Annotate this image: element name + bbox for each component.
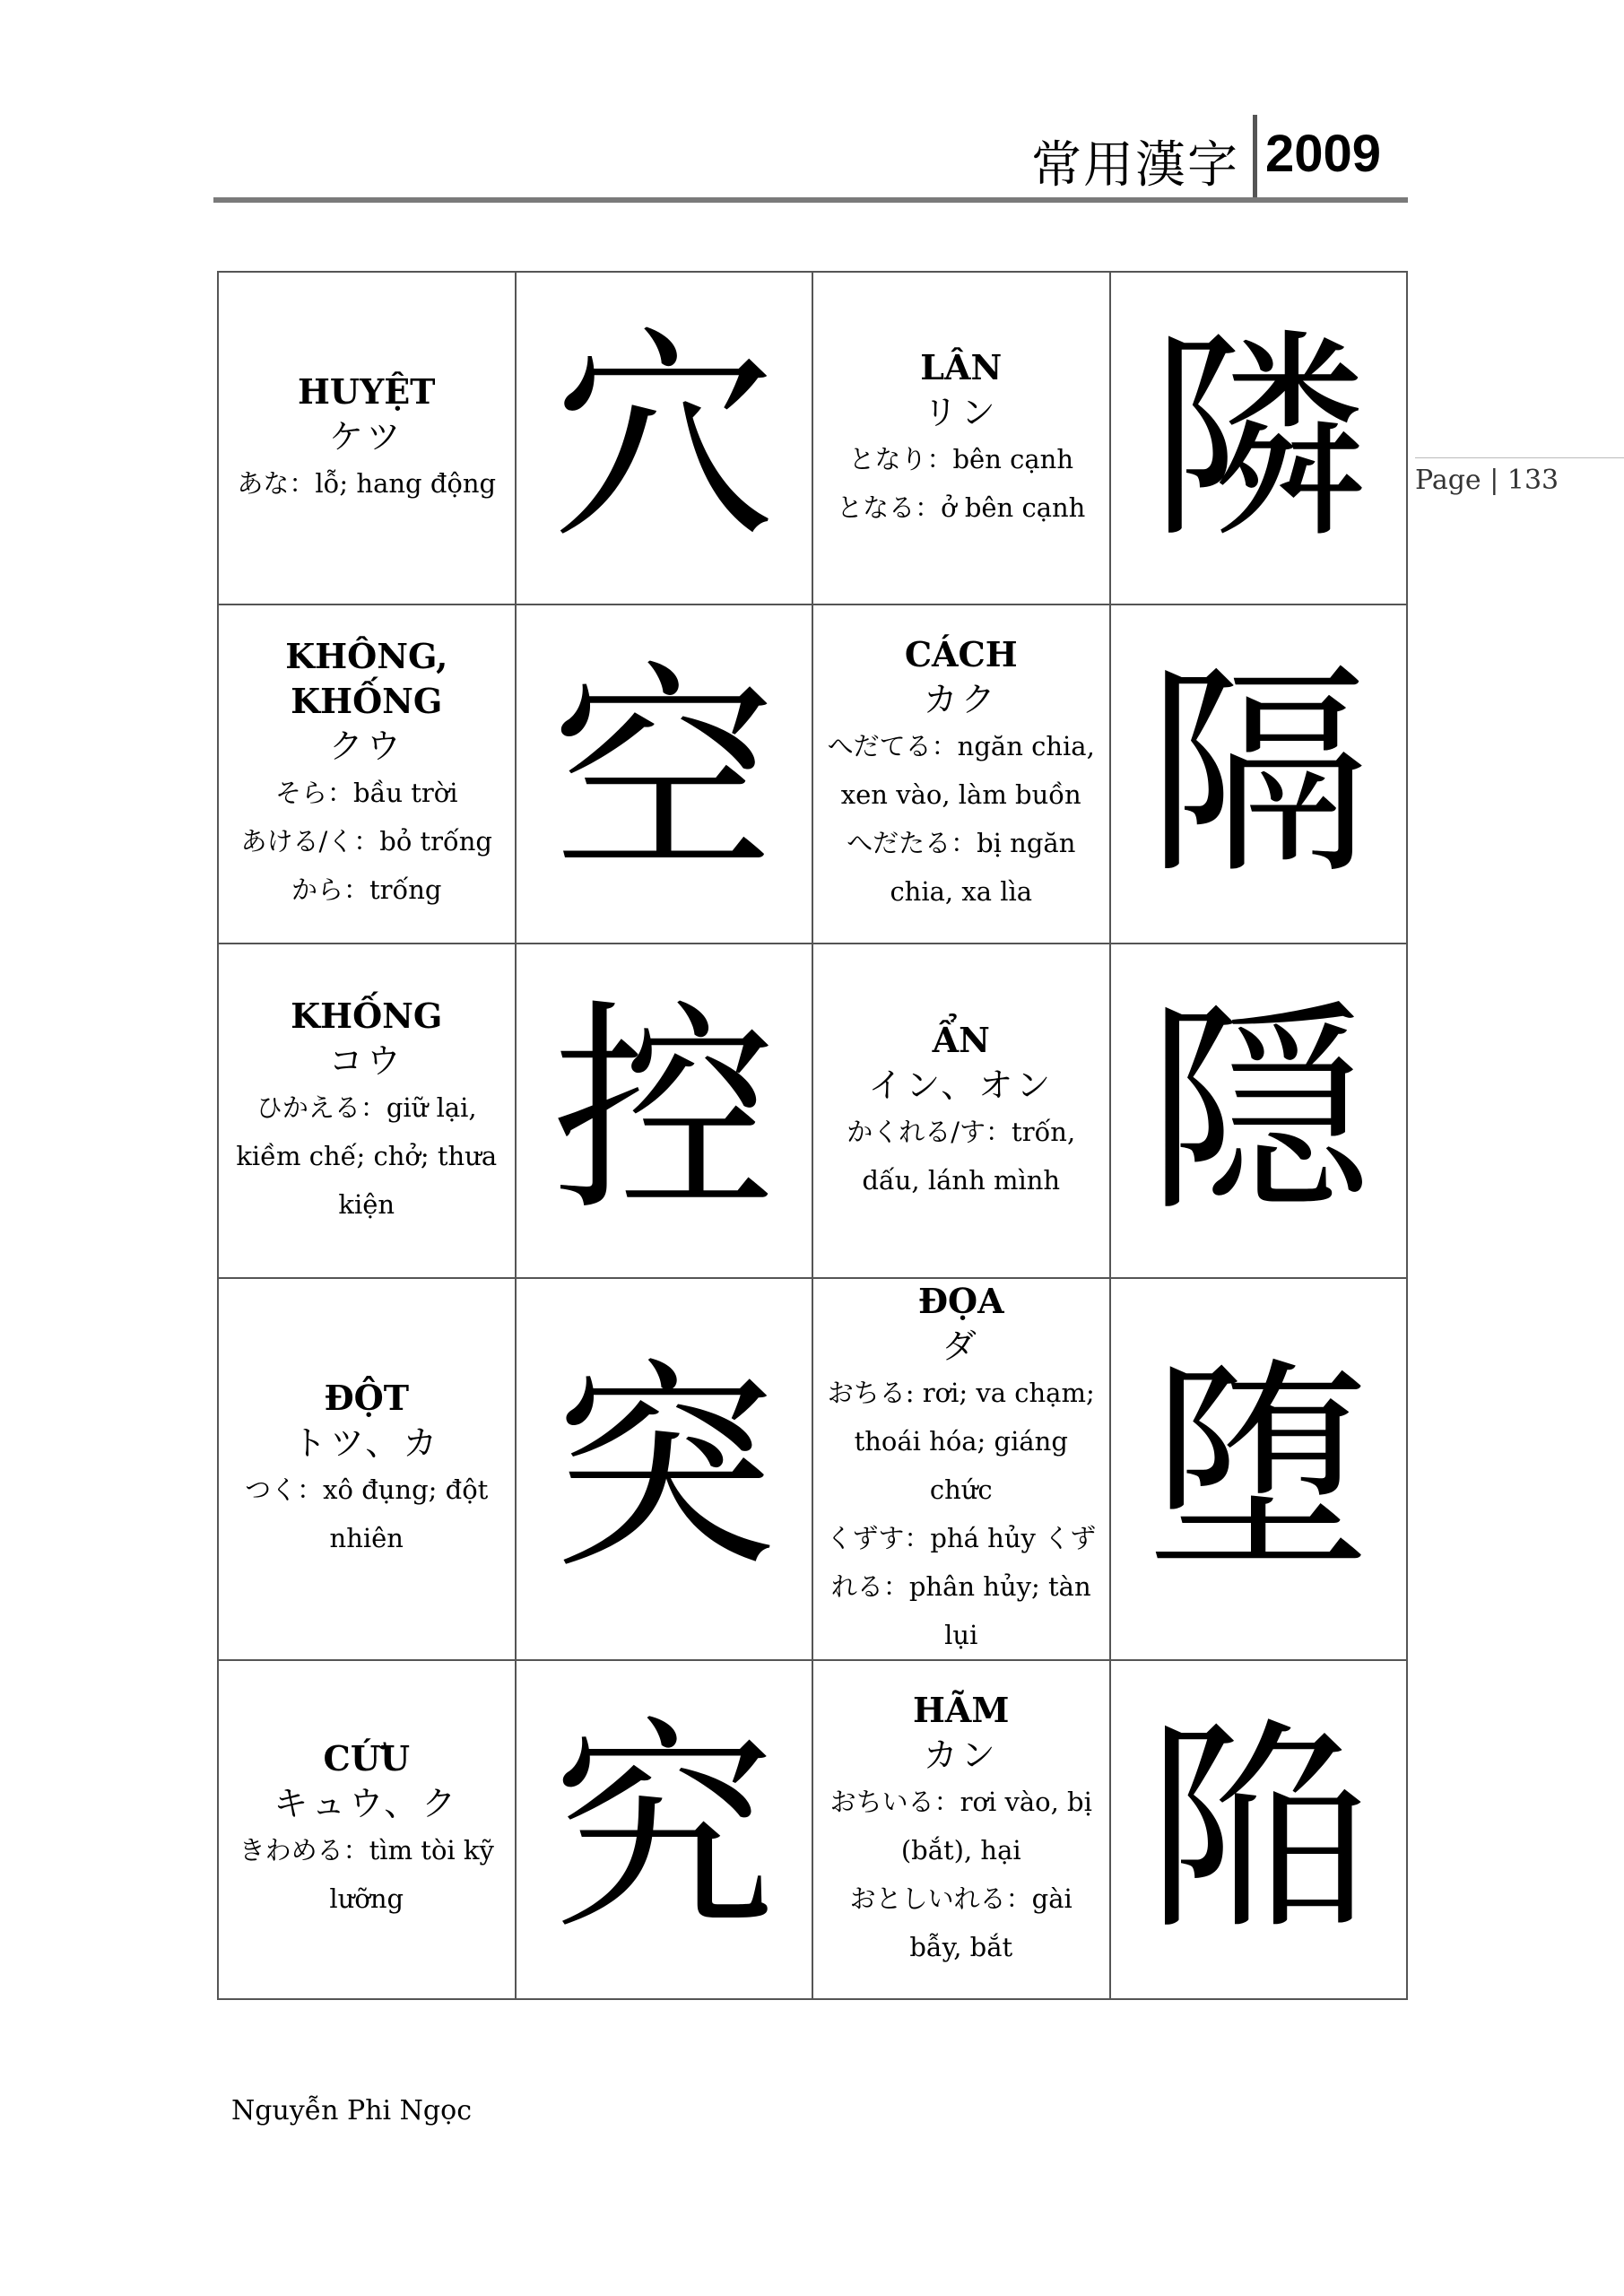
meaning-line: おちいる：rơi vào, bị (bắt), hại xyxy=(829,1786,1092,1866)
sino-vietnamese-reading: HUYỆT xyxy=(298,370,436,412)
kanji-cell xyxy=(516,1660,813,1999)
meaning-line: から：trống xyxy=(291,874,442,906)
meaning-line: そら：bầu trời xyxy=(275,778,458,809)
kanji-table xyxy=(217,271,1408,2000)
kanji-cell xyxy=(1110,604,1408,944)
meaning-line: つく：xô đụng; đột nhiên xyxy=(245,1474,489,1553)
meaning-line: きわめる：tìm tòi kỹ lưỡng xyxy=(239,1834,494,1914)
kanji-cell xyxy=(516,604,813,944)
info-cell xyxy=(812,1660,1110,1999)
kanji-character: 隔 xyxy=(1146,643,1371,905)
kanji-character: 堕 xyxy=(1146,1337,1371,1599)
sino-vietnamese-reading: ĐỘT xyxy=(324,1377,410,1418)
sino-vietnamese-reading: KHỐNG xyxy=(291,995,443,1036)
sino-vietnamese-reading: ĐỌA xyxy=(917,1280,1004,1321)
meaning-line: あける/く：bỏ trống xyxy=(240,826,492,857)
kanji-character: 隣 xyxy=(1146,307,1371,569)
kana-reading: トツ、カ xyxy=(292,1422,441,1463)
kanji-character: 隠 xyxy=(1146,979,1371,1241)
kanji-character: 穴 xyxy=(551,307,777,569)
header-title: 常用漢字 xyxy=(1031,136,1239,195)
kanji-character: 突 xyxy=(551,1337,777,1599)
sino-vietnamese-reading: ẨN xyxy=(932,1019,990,1060)
kana-reading: ケツ xyxy=(328,416,404,457)
page-number-rule xyxy=(1415,457,1624,458)
kana-reading: キュウ、ク xyxy=(274,1783,460,1823)
kana-reading: リン xyxy=(923,392,999,432)
meaning-line: おちる: rơi; va chạm; thoái hóa; giáng chức xyxy=(827,1377,1095,1505)
kanji-cell xyxy=(1110,944,1408,1277)
meaning-line: へだたる：bị ngăn chia, xa lìa xyxy=(847,828,1076,908)
meaning-line: おとしいれる：gài bẫy, bắt xyxy=(849,1883,1073,1962)
info-cell xyxy=(218,272,516,604)
kanji-character: 控 xyxy=(551,979,777,1241)
meaning-line: となる：ở bên cạnh xyxy=(837,491,1086,523)
kanji-character: 究 xyxy=(551,1698,777,1960)
sino-vietnamese-reading: KHÔNG, KHỐNG xyxy=(285,636,448,722)
info-cell xyxy=(812,272,1110,604)
meaning-line: ひかえる：giữ lại, kiềm chế; chở; thưa kiện xyxy=(236,1091,498,1220)
meaning-line: となり：bên cạnh xyxy=(848,443,1073,474)
kanji-cell xyxy=(516,1278,813,1660)
header-rule xyxy=(213,197,1408,203)
page-number: Page | 133 xyxy=(1415,465,1559,496)
kanji-character: 空 xyxy=(551,643,777,905)
info-cell xyxy=(218,1660,516,1999)
info-cell xyxy=(812,944,1110,1277)
kanji-cell xyxy=(516,272,813,604)
sino-vietnamese-reading: HÃM xyxy=(913,1689,1010,1730)
table-row xyxy=(218,272,1407,604)
info-cell xyxy=(812,1278,1110,1660)
footer-author: Nguyễn Phi Ngọc xyxy=(231,2095,472,2126)
meaning-line: くずす：phá hủy くずれる：phân hủy; tàn lụi xyxy=(826,1522,1097,1650)
table-row xyxy=(218,944,1407,1277)
info-cell xyxy=(218,604,516,944)
kanji-cell xyxy=(1110,272,1408,604)
kanji-table-body xyxy=(218,272,1407,1999)
header-year: 2009 xyxy=(1264,125,1381,183)
meaning-line: あな：lỗ; hang động xyxy=(237,467,497,499)
kana-reading: カク xyxy=(923,680,999,720)
info-cell xyxy=(812,604,1110,944)
table-row xyxy=(218,1278,1407,1660)
sino-vietnamese-reading: CỨU xyxy=(323,1737,411,1779)
page-header xyxy=(213,115,1408,204)
kana-reading: ダ xyxy=(942,1326,980,1366)
kana-reading: カン xyxy=(923,1735,999,1775)
header-divider xyxy=(1253,115,1257,201)
meaning-line: へだてる：ngăn chia, xen vào, làm buồn xyxy=(827,731,1095,811)
kana-reading: クウ xyxy=(328,726,404,767)
info-cell xyxy=(218,1278,516,1660)
kana-reading: コウ xyxy=(328,1040,404,1081)
kanji-cell xyxy=(1110,1660,1408,1999)
info-cell xyxy=(218,944,516,1277)
kanji-character: 陥 xyxy=(1146,1698,1371,1960)
kana-reading: イン、オン xyxy=(868,1065,1055,1105)
meaning-line: かくれる/す：trốn, dấu, lánh mình xyxy=(847,1116,1076,1196)
sino-vietnamese-reading: LÂN xyxy=(920,346,1003,387)
sino-vietnamese-reading: CÁCH xyxy=(904,634,1018,675)
kanji-cell xyxy=(516,944,813,1277)
table-row xyxy=(218,604,1407,944)
kanji-cell xyxy=(1110,1278,1408,1660)
table-row xyxy=(218,1660,1407,1999)
